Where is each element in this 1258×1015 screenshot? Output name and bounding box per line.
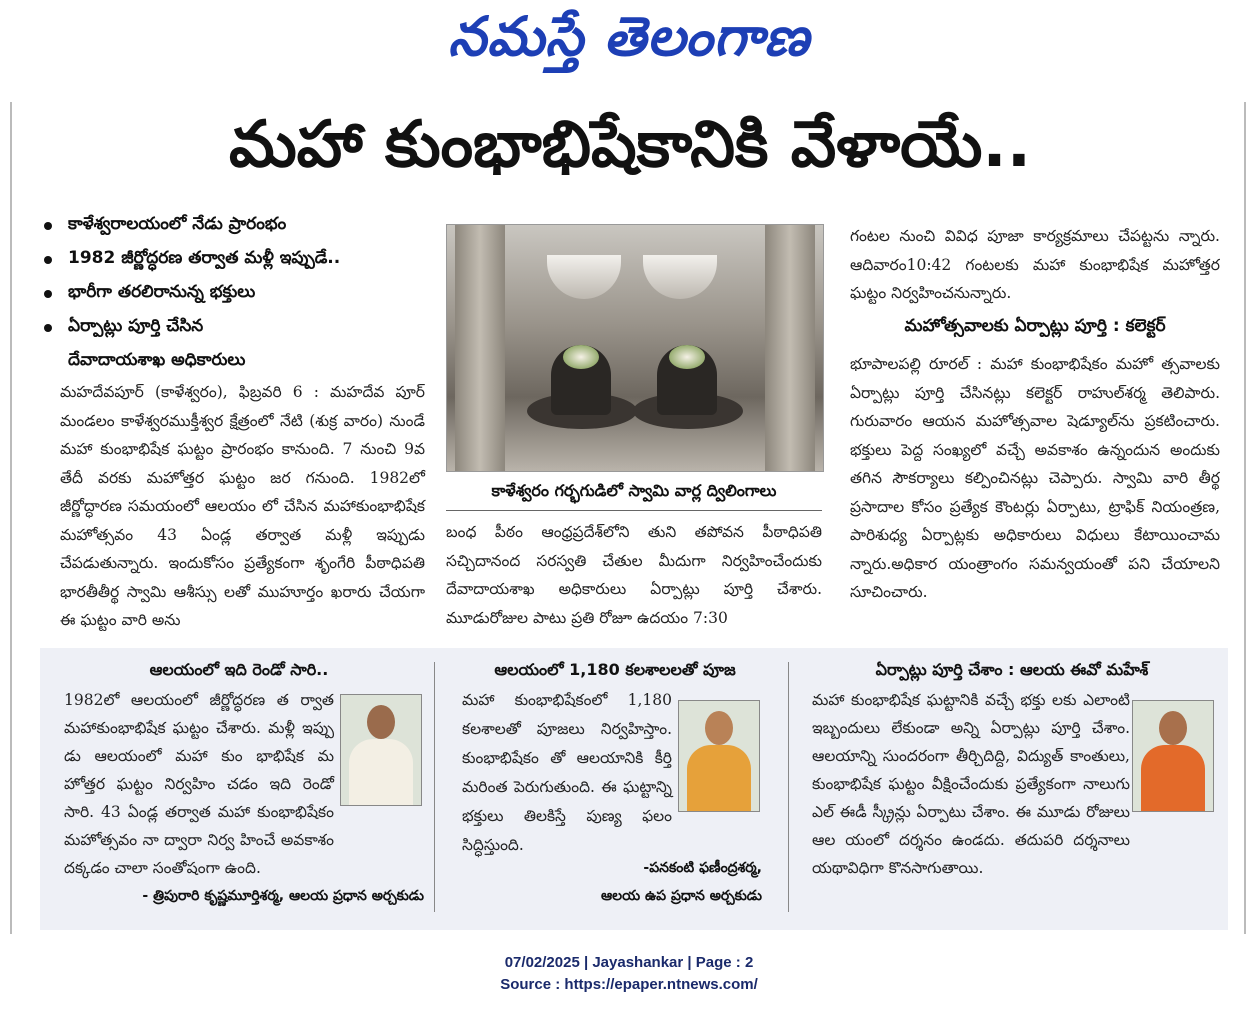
newspaper-logo: నమస్తే తెలంగాణ xyxy=(448,4,810,68)
bullet-item: కాళేశ్వరాలయంలో నేడు ప్రారంభం xyxy=(38,214,428,248)
quote-title: ఆలయంలో ఇది రెండో సారి.. xyxy=(149,660,329,679)
quote-signature: - త్రిపురారి కృష్ణమూర్తిశర్మ, ఆలయ ప్రధాన అర్చకుడు xyxy=(142,888,424,904)
quote-signature-title: ఆలయ ఉప ప్రధాన అర్చకుడు xyxy=(600,888,762,904)
quote-title: ఏర్పాట్లు పూర్తి చేశాం : ఆలయ ఈవో మహేశ్ xyxy=(875,660,1149,679)
bullet-list xyxy=(38,214,428,384)
temple-photo xyxy=(446,224,824,472)
article-column-3: గంటల నుంచి వివిధ పూజా కార్యక్రమాలు చేపట్టను న్నారు. ఆదివారం10:42 గంటలకు మహా కుంభాభిషేక మహోత్తర ఘట్టం నిర్వహించనున్నారు. xyxy=(850,227,1220,302)
bullet-icon xyxy=(44,290,52,298)
bullet-item-continued: దేవాదాయశాఖ అధికారులు xyxy=(68,350,246,370)
quote-title: ఆలయంలో 1,180 కలశాలలతో పూజ xyxy=(494,660,736,679)
quote-signature: -పనకంటి ఫణీంద్రశర్మ, xyxy=(643,860,762,876)
divider xyxy=(788,662,789,912)
photo-caption: కాళేశ్వరం గర్భగుడిలో స్వామి వార్ల ద్విలింగాలు xyxy=(446,476,822,511)
bullet-icon xyxy=(44,222,52,230)
eo-portrait xyxy=(1132,700,1214,812)
quote-box-eo xyxy=(802,648,1222,930)
collector-subheading: మహోత్సవాలకు ఏర్పాట్లు పూర్తి : కలెక్టర్ xyxy=(904,316,1166,336)
quote-box-priest xyxy=(54,648,424,930)
footer-dateline: 07/02/2025 | Jayashankar | Page : 2 xyxy=(504,954,754,971)
quotes-panel xyxy=(40,648,1228,930)
bullet-item: భారీగా తరలిరానున్న భక్తులు xyxy=(38,282,428,316)
deputy-priest-portrait xyxy=(678,700,760,812)
bullet-item: 1982 జీర్ణోద్ధరణ తర్వాత మళ్లీ ఇప్పుడే.. xyxy=(38,248,428,282)
divider xyxy=(434,662,435,912)
masthead xyxy=(0,4,1258,82)
quote-box-deputy-priest xyxy=(450,648,780,930)
bullet-item: ఏర్పాట్లు పూర్తి చేసిన xyxy=(38,316,428,350)
collector-article: భూపాలపల్లి రూరల్ : మహా కుంభాభిషేకం మహో త్సవాలకు ఏర్పాట్లు పూర్తి చేసినట్లు కలెక్టర్ రాహుల్‌శర్మ తెలిపారు. గురువారం ఆయన మహోత్సవాల షెడ్యూల్‌ను ప్రకటించారు. భక్తులు పెద్ద సంఖ్యలో వచ్చే అవకాశం ఉన్నందున అందుకు తగిన సౌకర్యాలు కల్పించినట్లు చెప్పారు. స్వామి వారి తీర్థ ప్రసాదాల కోసం ప్రత్యేక కౌంటర్లు ఏర్పాటు, ట్రాఫిక్ నియంత్రణ, పారిశుధ్య ఏర్పాట్లకు అధికారులు విధులు కేటాయించామ న్నారు.అధికార యంత్రాంగం సమన్వయంతో పని చేయాలని సూచించారు. xyxy=(850,355,1220,601)
headline-text: మహా కుంభాభిషేకానికి వేళాయే.. xyxy=(228,108,1032,182)
article-column-2: బంధ పీఠం ఆంధ్రప్రదేశ్‌లోని తుని తపోవన పీఠాధిపతి సచ్చిదానంద సరస్వతి చేతుల మీదుగా నిర్వహించేందుకు దేవాదాయశాఖ అధికారులు ఏర్పాట్లు పూర్తి చేశారు. మూడురోజుల పాటు ప్రతి రోజూ ఉదయం 7:30 xyxy=(446,523,822,627)
footer-source: Source : https://epaper.ntnews.com/ xyxy=(500,976,758,993)
quote-text: మహా కుంభాభిషేకంలో 1,180 కలశాలతో పూజలు నిర్వహిస్తాం. కుంభాభిషేకం తో ఆలయానికి కీర్తి మరింత పెరుగుతుంది. ఈ ఘట్టాన్ని భక్తులు తిలకిస్తే పుణ్య ఫలం సిద్ధిస్తుంది. xyxy=(462,691,672,854)
quote-text: మహా కుంభాభిషేక ఘట్టానికి వచ్చే భక్తు లకు ఎలాంటి ఇబ్బందులు లేకుండా అన్ని ఏర్పాట్లు పూర్తి చేశాం. ఆలయాన్ని సుందరంగా తీర్చిదిద్ది, విద్యుత్ కాంతులు, కుంభాభిషేక ఘట్టం వీక్షించేందుకు ప్రత్యేకంగా నాలుగు ఎల్ ఈడీ స్క్రీన్లు ఏర్పాటు చేశాం. ఈ మూడు రోజులు ఆల యంలో దర్శనం ఉండదు. తదుపరి దర్శనాలు యథావిధిగా కొనసాగుతాయి. xyxy=(812,691,1130,877)
quote-text: 1982లో ఆలయంలో జీర్ణోద్ధరణ త ర్వాత మహాకుంభాభిషేక ఘట్టం చేశారు. మళ్లీ ఇప్పు డు ఆలయంలో మహా కుం భాభిషేక మ హోత్తర ఘట్టం నిర్వహిం చడం ఇది రెండో సారి. 43 ఏండ్ల తర్వాత మహా కుంభాభిషేకం మహోత్సవం నా ద్వారా నిర్వ హించే అవకాశం దక్కడం చాలా సంతోషంగా ఉంది. xyxy=(64,691,334,877)
bullet-icon xyxy=(44,324,52,332)
bullet-icon xyxy=(44,256,52,264)
headline xyxy=(40,108,1220,198)
article-column-1: మహదేవపూర్ (కాళేశ్వరం), ఫిబ్రవరి 6 : మహదేవ పూర్ మండలం కాళేశ్వరముక్తీశ్వర క్షేత్రంలో నేటి (శుక్ర వారం) నుండే మహా కుంభాభిషేక ఘట్టం ప్రారంభం కానుంది. 7 నుంచి 9వ తేదీ వరకు మహోత్తర ఘట్టం జర గనుంది. 1982లో జీర్ణోద్ధారణ సమయంలో ఆలయం లో చేసిన మహాకుంభాభిషేక మహోత్సవం 43 ఏండ్ల తర్వాత మళ్లీ ఇప్పుడు చేపడుతున్నారు. ఇందుకోసం ప్రత్యేకంగా శృంగేరి పీఠాధిపతి భారతీతీర్థ స్వామి ఆశీస్సు లతో ముహూర్తం ఖరారు చేయగా ఈ ఘట్టం వారి అను xyxy=(60,383,425,629)
priest-portrait xyxy=(340,694,422,806)
